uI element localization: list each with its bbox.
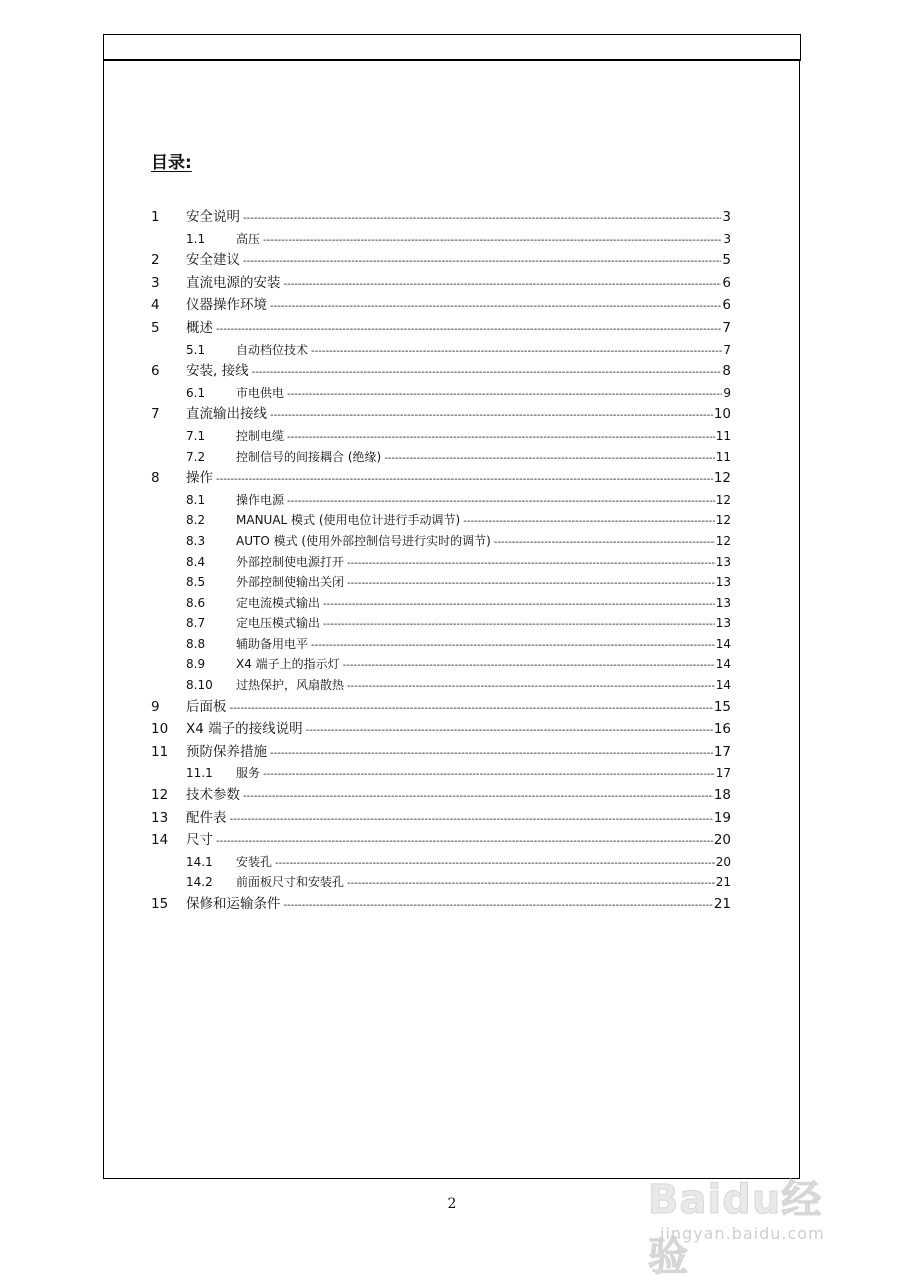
toc-entry-page: 6 — [722, 274, 731, 291]
toc-entry-page: 15 — [713, 698, 731, 715]
toc-entry-page: 12 — [715, 513, 731, 528]
toc-entry[interactable] — [151, 593, 731, 614]
toc-entry[interactable] — [151, 317, 731, 340]
toc-entry-label: 辅助备用电平 — [236, 636, 309, 651]
toc-entry-number: 5.1 — [186, 342, 206, 357]
toc-entry[interactable] — [151, 893, 731, 916]
toc-entry[interactable] — [151, 294, 731, 317]
toc-entry-number: 7.1 — [186, 428, 206, 443]
toc-entry-page: 11 — [715, 449, 731, 464]
toc-entry-label: 前面板尺寸和安装孔 — [236, 875, 345, 890]
toc-entry-label: 直流输出接线 — [186, 406, 267, 423]
toc-entry-label: 操作 — [186, 470, 213, 487]
toc-entry[interactable] — [151, 552, 731, 573]
toc-entry[interactable] — [151, 383, 731, 404]
toc-entry-number: 1.1 — [186, 231, 206, 246]
toc-entry-page: 13 — [715, 595, 731, 610]
toc-entry[interactable] — [151, 613, 731, 634]
toc-entry-number: 8.4 — [186, 554, 206, 569]
toc-entry-page: 20 — [715, 854, 731, 869]
toc-entry-label: 操作电源 — [236, 492, 285, 507]
toc-entry-number: 6 — [151, 363, 160, 380]
toc-entry-number: 8.3 — [186, 533, 206, 548]
dot-leader — [284, 274, 722, 297]
toc-entry[interactable] — [151, 852, 731, 873]
dot-leader — [311, 636, 715, 657]
dot-leader — [270, 296, 721, 319]
toc-entry-label: 控制电缆 — [236, 428, 285, 443]
toc-entry-number: 1 — [151, 209, 160, 225]
toc-entry-number: 6.1 — [186, 385, 206, 400]
dot-leader — [384, 449, 715, 470]
toc-entry-page: 8 — [722, 363, 731, 380]
toc-entry-number: 12 — [151, 787, 169, 804]
toc-entry-page: 6 — [722, 297, 731, 314]
toc-entry[interactable] — [151, 763, 731, 784]
toc-entry-label: 自动档位技术 — [236, 342, 309, 357]
dot-leader — [243, 208, 721, 231]
dot-leader — [323, 595, 715, 616]
toc-entry[interactable] — [151, 872, 731, 893]
toc-entry-label: 安装孔 — [236, 854, 273, 869]
toc-entry-label: 概述 — [186, 319, 213, 336]
toc-entry-page: 13 — [715, 554, 731, 569]
toc-entry-page: 21 — [715, 875, 731, 890]
dot-leader — [243, 251, 721, 274]
toc-entry-page: 20 — [713, 832, 731, 849]
dot-leader — [287, 428, 715, 449]
toc-entry[interactable] — [151, 490, 731, 511]
toc-entry-page: 16 — [713, 721, 731, 738]
toc-entry-number: 8.2 — [186, 513, 206, 528]
toc-entry-number: 14.1 — [186, 854, 213, 869]
toc-entry[interactable] — [151, 447, 731, 468]
toc-entry-label: 直流电源的安装 — [186, 274, 281, 291]
dot-leader — [270, 405, 713, 428]
toc-entry-label: 外部控制使电源打开 — [236, 554, 345, 569]
toc-entry-number: 8.7 — [186, 616, 206, 631]
dot-leader — [323, 615, 715, 636]
toc-entry-label: 安全说明 — [186, 209, 240, 225]
toc-entry[interactable] — [151, 272, 731, 295]
dot-leader — [494, 533, 715, 554]
dot-leader — [347, 574, 715, 595]
toc-entry-label: 技术参数 — [186, 787, 240, 804]
toc-entry-label: 安装, 接线 — [186, 363, 249, 380]
toc-entry-page: 11 — [715, 428, 731, 443]
watermark-logo: Baidu经验 — [648, 1177, 823, 1280]
table-of-contents — [151, 206, 731, 916]
toc-entry-page: 14 — [715, 678, 731, 693]
toc-entry[interactable] — [151, 784, 731, 807]
toc-entry-number: 8.9 — [186, 657, 206, 672]
toc-entry[interactable] — [151, 467, 731, 490]
toc-entry-number: 15 — [151, 896, 169, 912]
dot-leader — [252, 362, 722, 385]
toc-entry-label: X4 端子上的指示灯 — [236, 657, 340, 672]
toc-entry-number: 5 — [151, 319, 160, 336]
dot-leader — [216, 831, 713, 854]
toc-entry-label: 服务 — [236, 766, 261, 781]
toc-entry[interactable] — [151, 634, 731, 655]
toc-entry-label: 后面板 — [186, 698, 227, 715]
dot-leader — [306, 720, 713, 743]
toc-entry-page: 14 — [715, 636, 731, 651]
dot-leader — [263, 765, 715, 786]
toc-entry-number: 8.1 — [186, 492, 206, 507]
toc-entry[interactable] — [151, 531, 731, 552]
toc-entry[interactable] — [151, 741, 731, 764]
toc-entry-page: 7 — [723, 342, 731, 357]
toc-entry-number: 14.2 — [186, 875, 213, 890]
dot-leader — [270, 743, 713, 766]
toc-entry[interactable] — [151, 807, 731, 830]
dot-leader — [275, 854, 715, 875]
toc-entry-label: 外部控制使输出关闭 — [236, 575, 345, 590]
toc-entry-label: 过热保护，风扇散热 — [236, 678, 345, 693]
dot-leader — [463, 512, 715, 533]
toc-entry-number: 8 — [151, 470, 160, 487]
toc-entry-page: 12 — [715, 533, 731, 548]
dot-leader — [347, 874, 715, 895]
dot-leader — [216, 319, 721, 342]
dot-leader — [343, 656, 715, 677]
toc-entry[interactable] — [151, 829, 731, 852]
dot-leader — [230, 698, 713, 721]
toc-entry[interactable] — [151, 510, 731, 531]
toc-entry-page: 18 — [713, 787, 731, 804]
toc-entry-number: 8.8 — [186, 636, 206, 651]
page-number: 2 — [447, 1196, 457, 1212]
watermark — [640, 1150, 850, 1280]
toc-entry-label: 控制信号的间接耦合 (绝缘) — [236, 449, 382, 464]
toc-entry[interactable] — [151, 360, 731, 383]
toc-entry-label: X4 端子的接线说明 — [186, 721, 303, 738]
toc-entry-label: 保修和运输条件 — [186, 896, 281, 912]
toc-entry[interactable] — [151, 229, 731, 250]
toc-entry-label: MANUAL 模式 (使用电位计进行手动调节) — [236, 513, 461, 528]
toc-entry[interactable] — [151, 654, 731, 675]
toc-entry-page: 13 — [715, 616, 731, 631]
toc-entry-label: 配件表 — [186, 809, 227, 826]
toc-entry-number: 13 — [151, 809, 169, 826]
toc-entry[interactable] — [151, 206, 731, 229]
toc-entry-number: 10 — [151, 721, 169, 738]
toc-entry-label: 仪器操作环境 — [186, 297, 267, 314]
toc-entry-label: 尺寸 — [186, 832, 213, 849]
dot-leader — [347, 554, 715, 575]
toc-entry[interactable] — [151, 249, 731, 272]
dot-leader — [287, 385, 722, 406]
toc-entry-page: 12 — [715, 492, 731, 507]
toc-entry-number: 4 — [151, 297, 160, 314]
toc-entry[interactable] — [151, 340, 731, 361]
toc-entry-number: 11.1 — [186, 766, 213, 781]
toc-entry-page: 17 — [713, 743, 731, 760]
toc-entry-label: AUTO 模式 (使用外部控制信号进行实时的调节) — [236, 533, 491, 548]
toc-entry-label: 定电压模式输出 — [236, 616, 321, 631]
toc-entry-label: 安全建议 — [186, 252, 240, 269]
toc-entry-page: 17 — [715, 766, 731, 781]
toc-entry-label: 预防保养措施 — [186, 743, 267, 760]
toc-entry[interactable] — [151, 696, 731, 719]
toc-entry[interactable] — [151, 718, 731, 741]
toc-entry-page: 3 — [723, 231, 731, 246]
toc-entry[interactable] — [151, 572, 731, 593]
toc-entry-label: 市电供电 — [236, 385, 285, 400]
toc-entry-number: 11 — [151, 743, 169, 760]
header-bar — [103, 34, 801, 61]
toc-entry-number: 14 — [151, 832, 169, 849]
dot-leader — [287, 492, 715, 513]
toc-entry-number: 8.10 — [186, 678, 213, 693]
toc-entry-number: 7.2 — [186, 449, 206, 464]
toc-title: 目录: — [151, 153, 192, 173]
toc-entry-page: 14 — [715, 657, 731, 672]
toc-entry-page: 3 — [722, 209, 731, 225]
toc-entry-page: 13 — [715, 575, 731, 590]
dot-leader — [230, 809, 713, 832]
toc-entry-number: 2 — [151, 252, 160, 269]
toc-entry-number: 7 — [151, 406, 160, 423]
toc-entry-page: 12 — [713, 470, 731, 487]
dot-leader — [347, 677, 715, 698]
dot-leader — [216, 469, 713, 492]
toc-entry[interactable] — [151, 403, 731, 426]
toc-entry[interactable] — [151, 426, 731, 447]
dot-leader — [263, 231, 722, 252]
toc-entry[interactable] — [151, 675, 731, 696]
toc-entry-page: 21 — [713, 896, 731, 912]
dot-leader — [243, 786, 713, 809]
toc-entry-number: 9 — [151, 698, 160, 715]
toc-entry-page: 5 — [722, 252, 731, 269]
toc-entry-label: 定电流模式输出 — [236, 595, 321, 610]
toc-entry-number: 8.5 — [186, 575, 206, 590]
toc-entry-page: 7 — [722, 319, 731, 336]
toc-entry-page: 9 — [723, 385, 731, 400]
watermark-url: jingyan.baidu.com — [660, 1224, 825, 1243]
toc-entry-page: 10 — [713, 406, 731, 423]
dot-leader — [311, 342, 722, 363]
dot-leader — [284, 895, 713, 918]
toc-entry-page: 19 — [713, 809, 731, 826]
toc-entry-label: 高压 — [236, 231, 261, 246]
toc-entry-number: 3 — [151, 274, 160, 291]
toc-entry-number: 8.6 — [186, 595, 206, 610]
